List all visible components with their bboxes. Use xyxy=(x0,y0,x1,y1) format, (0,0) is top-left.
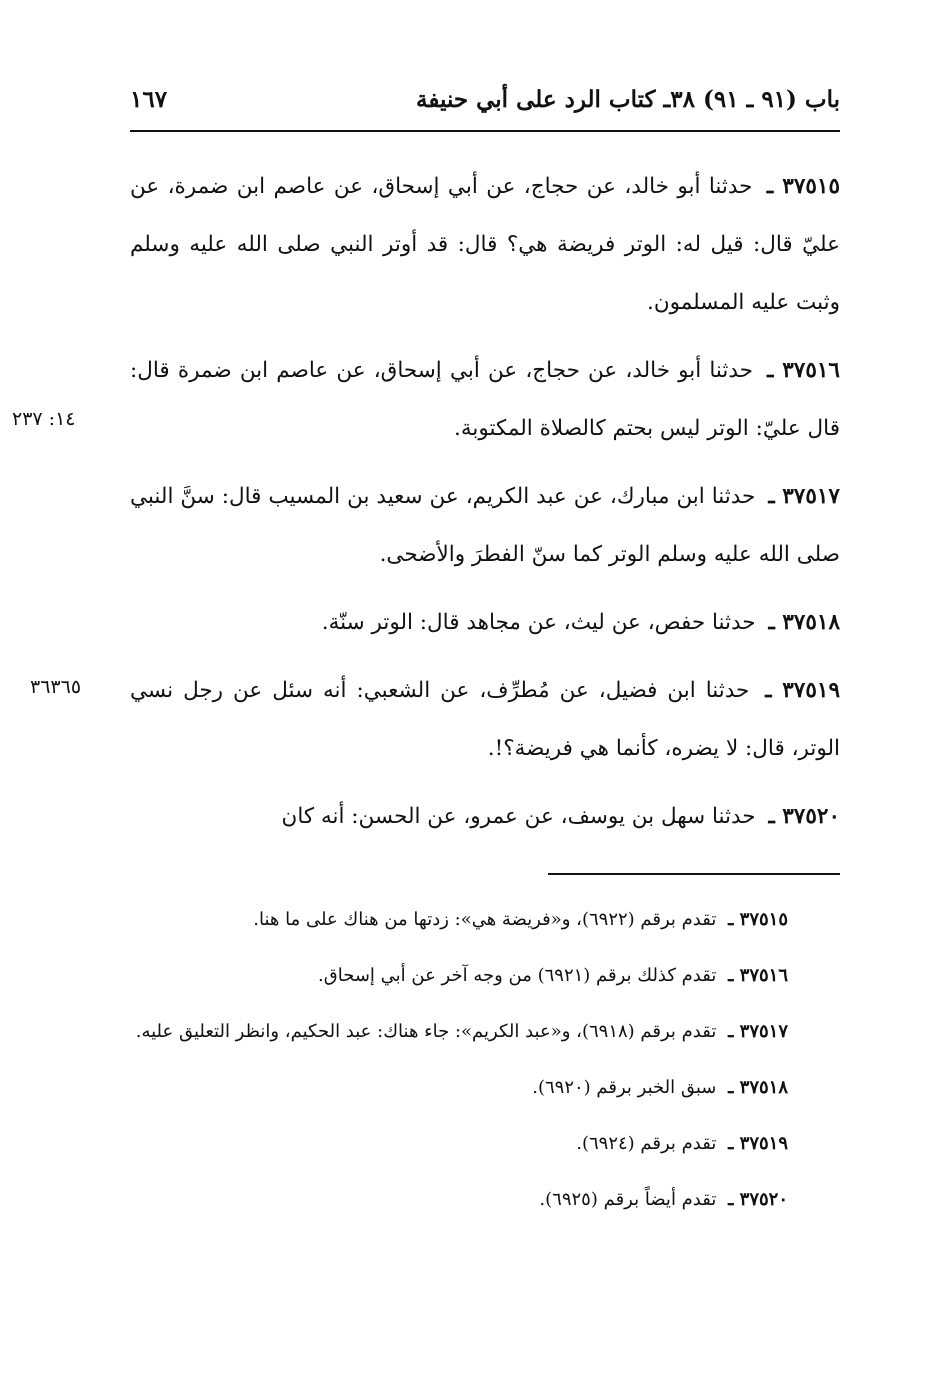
footnote-text: تقدم برقم (٦٩٢٢)، و«فريضة هي»: زدتها من هناك على ما هنا. xyxy=(253,909,717,930)
footnotes xyxy=(130,896,840,1232)
header-title: باب (٩١ ـ ٩١) ٣٨ـ كتاب الرد على أبي حنيفة xyxy=(416,86,840,113)
hadith-number: ٣٧٥١٨ ـ xyxy=(768,610,840,635)
running-header xyxy=(130,78,840,130)
hadith-text: حدثنا ابن مبارك، عن عبد الكريم، عن سعيد بن المسيب قال: سنَّ النبي صلى الله عليه وسلم الوتر كما سنّ الفطرَ والأضحى. xyxy=(130,484,840,567)
main-text xyxy=(130,158,840,856)
footnote-number: ٣٧٥١٦ ـ xyxy=(728,965,788,986)
footnote-number: ٣٧٥١٥ ـ xyxy=(728,909,788,930)
page-number: ١٦٧ xyxy=(130,86,168,113)
hadith-number: ٣٧٥٢٠ ـ xyxy=(768,804,840,829)
hadith-number: ٣٧٥١٥ ـ xyxy=(766,174,841,199)
footnote-number: ٣٧٥١٨ ـ xyxy=(728,1077,788,1098)
footnote-text: تقدم برقم (٦٩٢٤). xyxy=(576,1133,717,1154)
margin-reference: ٣٦٣٦٥ xyxy=(30,676,82,698)
footnote-text: تقدم برقم (٦٩١٨)، و«عبد الكريم»: جاء هناك: عبد الحكيم، وانظر التعليق عليه. xyxy=(135,1021,717,1042)
footnote-number: ٣٧٥١٩ ـ xyxy=(728,1133,788,1154)
footnote xyxy=(130,896,840,944)
footnote-text: تقدم كذلك برقم (٦٩٢١) من وجه آخر عن أبي إسحاق. xyxy=(318,965,717,986)
header-rule xyxy=(130,130,840,132)
hadith-paragraph xyxy=(130,342,840,458)
hadith-text: حدثنا حفص، عن ليث، عن مجاهد قال: الوتر سنّة. xyxy=(321,610,756,635)
hadith-paragraph xyxy=(130,468,840,584)
hadith-number: ٣٧٥١٦ ـ xyxy=(767,358,840,383)
footnote xyxy=(130,1176,840,1224)
footnote-text: سبق الخبر برقم (٦٩٢٠). xyxy=(532,1077,717,1098)
footnote-number: ٣٧٥٢٠ ـ xyxy=(728,1189,788,1210)
hadith-paragraph xyxy=(130,662,840,778)
footnote xyxy=(130,1008,840,1056)
hadith-text: حدثنا سهل بن يوسف، عن عمرو، عن الحسن: أنه كان xyxy=(281,804,756,829)
hadith-text: حدثنا أبو خالد، عن حجاج، عن أبي إسحاق، عن عاصم ابن ضمرة قال: قال عليّ: الوتر ليس بحتم كالصلاة المكتوبة. xyxy=(130,358,840,441)
footnote-number: ٣٧٥١٧ ـ xyxy=(728,1021,788,1042)
footnote-rule xyxy=(548,873,840,875)
hadith-text: حدثنا أبو خالد، عن حجاج، عن أبي إسحاق، عن عاصم ابن ضمرة، عن عليّ قال: قيل له: الوتر فريضة هي؟ قال: قد أوتر النبي صلى الله عليه وسلم وثبت عليه المسلمون. xyxy=(130,174,840,315)
hadith-paragraph xyxy=(130,788,840,846)
footnote-text: تقدم أيضاً برقم (٦٩٢٥). xyxy=(539,1189,717,1210)
hadith-text: حدثنا ابن فضيل، عن مُطرِّف، عن الشعبي: أنه سئل عن رجل نسي الوتر، قال: لا يضره، كأنما هي فريضة؟!. xyxy=(130,678,840,761)
hadith-number: ٣٧٥١٧ ـ xyxy=(768,484,840,509)
hadith-paragraph xyxy=(130,158,840,332)
hadith-number: ٣٧٥١٩ ـ xyxy=(765,678,840,703)
footnote xyxy=(130,952,840,1000)
footnote xyxy=(130,1064,840,1112)
hadith-paragraph xyxy=(130,594,840,652)
margin-reference: ١٤: ٢٣٧ xyxy=(12,408,76,430)
footnote xyxy=(130,1120,840,1168)
